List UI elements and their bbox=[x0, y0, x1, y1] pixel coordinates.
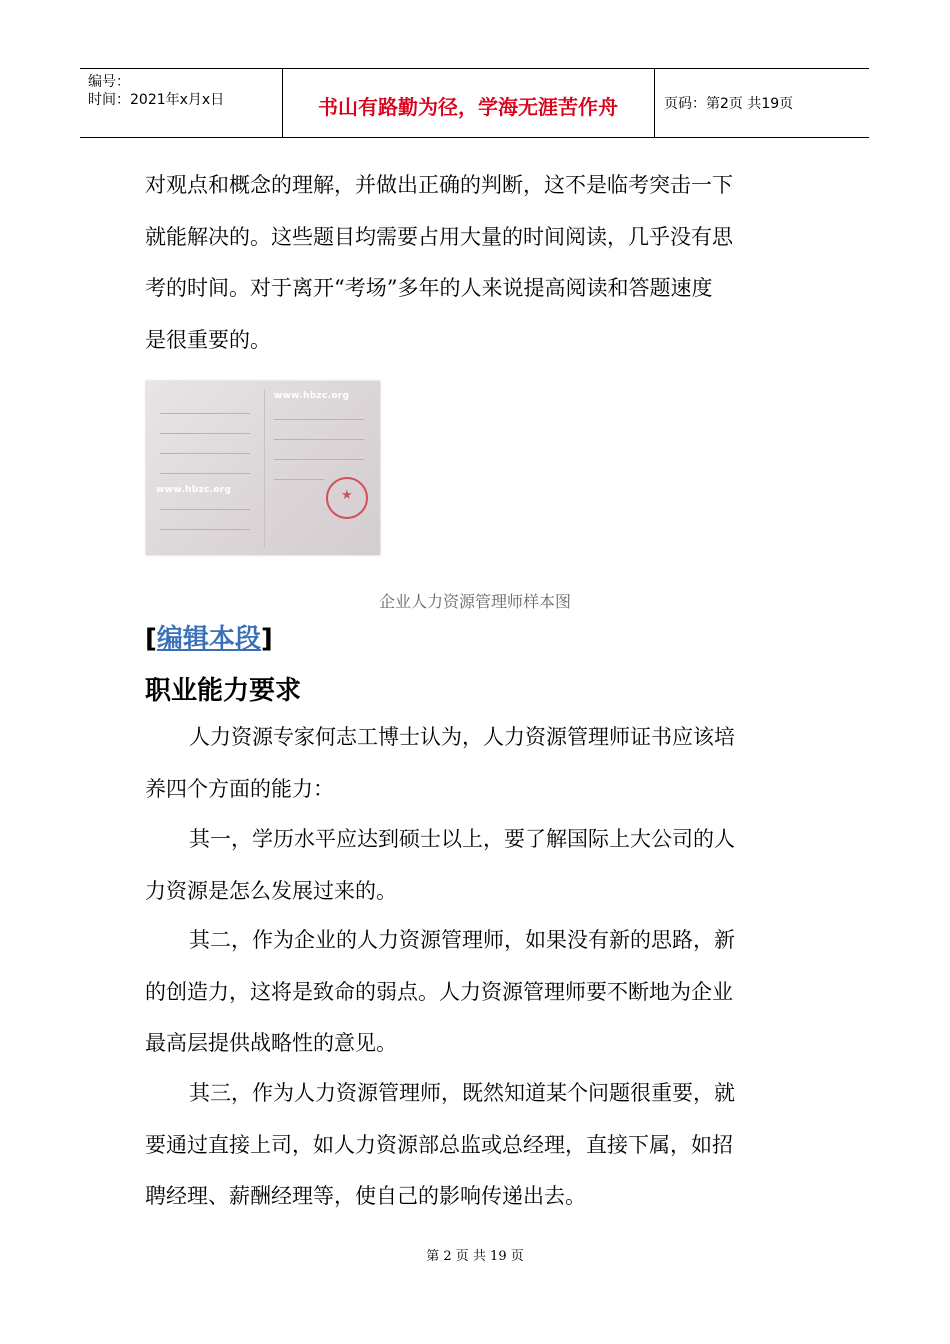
intro-line: 就能解决的。这些题目均需要占用大量的时间阅读，几乎没有思 bbox=[145, 224, 733, 249]
edit-section-link[interactable]: 编辑本段 bbox=[156, 624, 261, 654]
paragraph-line: 其二，作为企业的人力资源管理师，如果没有新的思路，新 bbox=[189, 928, 735, 952]
header-motto: 书山有路勤为径，学海无涯苦作舟 bbox=[318, 95, 618, 119]
paragraph-line: 其三，作为人力资源管理师，既然知道某个问题很重要，就 bbox=[189, 1081, 735, 1105]
paragraph-line: 人力资源专家何志工博士认为，人力资源管理师证书应该培 bbox=[189, 725, 735, 749]
figure-caption: 企业人力资源管理师样本图 bbox=[378, 592, 571, 611]
paragraph-ability-intro bbox=[145, 712, 805, 815]
paragraph-ability-three bbox=[145, 1068, 805, 1223]
paragraph-line: 最高层提供战略性的意见。 bbox=[145, 1031, 397, 1055]
paragraph-ability-one bbox=[145, 814, 805, 917]
certificate-field-line bbox=[160, 509, 250, 510]
paragraph-line: 养四个方面的能力： bbox=[145, 776, 334, 801]
certificate-field-line bbox=[274, 459, 364, 460]
paragraph-line: 聘经理、薪酬经理等，使自己的影响传递出去。 bbox=[145, 1184, 586, 1208]
paragraph-ability-two bbox=[145, 915, 805, 1070]
certificate-field-line bbox=[160, 453, 250, 454]
edit-section bbox=[145, 618, 273, 655]
header-page-info: 页码：第2页 共19页 bbox=[664, 96, 794, 112]
edit-bracket-open: [ bbox=[145, 624, 157, 654]
certificate-field-line bbox=[160, 413, 250, 414]
paragraph-line: 要通过直接上司，如人力资源部总监或总经理，直接下属，如招 bbox=[145, 1132, 733, 1157]
intro-line: 考的时间。对于离开“考场”多年的人来说提高阅读和答题速度 bbox=[145, 276, 713, 300]
page-header bbox=[80, 68, 869, 138]
intro-line: 对观点和概念的理解，并做出正确的判断，这不是临考突击一下 bbox=[145, 173, 733, 197]
certificate-field-line bbox=[160, 529, 250, 530]
certificate-watermark: www.hbzc.org bbox=[274, 391, 350, 401]
seal-star-icon: ★ bbox=[341, 488, 353, 503]
paragraph-line: 其一，学历水平应达到硕士以上，要了解国际上大公司的人 bbox=[189, 827, 735, 851]
intro-paragraph bbox=[145, 160, 805, 366]
page-footer: 第 2 页 共 19 页 bbox=[426, 1249, 524, 1264]
paragraph-line: 的创造力，这将是致命的弱点。人力资源管理师要不断地为企业 bbox=[145, 979, 733, 1004]
certificate-sample-image bbox=[146, 381, 380, 555]
document-date-label: 时间：2021年x月x日 bbox=[88, 92, 225, 108]
certificate-field-line bbox=[160, 433, 250, 434]
certificate-watermark: www.hbzc.org bbox=[156, 485, 232, 495]
certificate-field-line bbox=[160, 473, 250, 474]
document-code-label: 编号： bbox=[88, 74, 130, 90]
certificate-fold bbox=[264, 389, 265, 547]
paragraph-line: 力资源是怎么发展过来的。 bbox=[145, 878, 397, 903]
intro-line: 是很重要的。 bbox=[145, 327, 271, 352]
certificate-field-line bbox=[274, 439, 364, 440]
certificate-field-line bbox=[274, 479, 324, 480]
header-page-cell bbox=[654, 69, 869, 137]
section-title: 职业能力要求 bbox=[145, 676, 302, 706]
header-meta-cell bbox=[80, 69, 283, 137]
edit-bracket-close: ] bbox=[260, 624, 273, 654]
header-motto-cell bbox=[282, 69, 655, 137]
certificate-field-line bbox=[274, 419, 364, 420]
